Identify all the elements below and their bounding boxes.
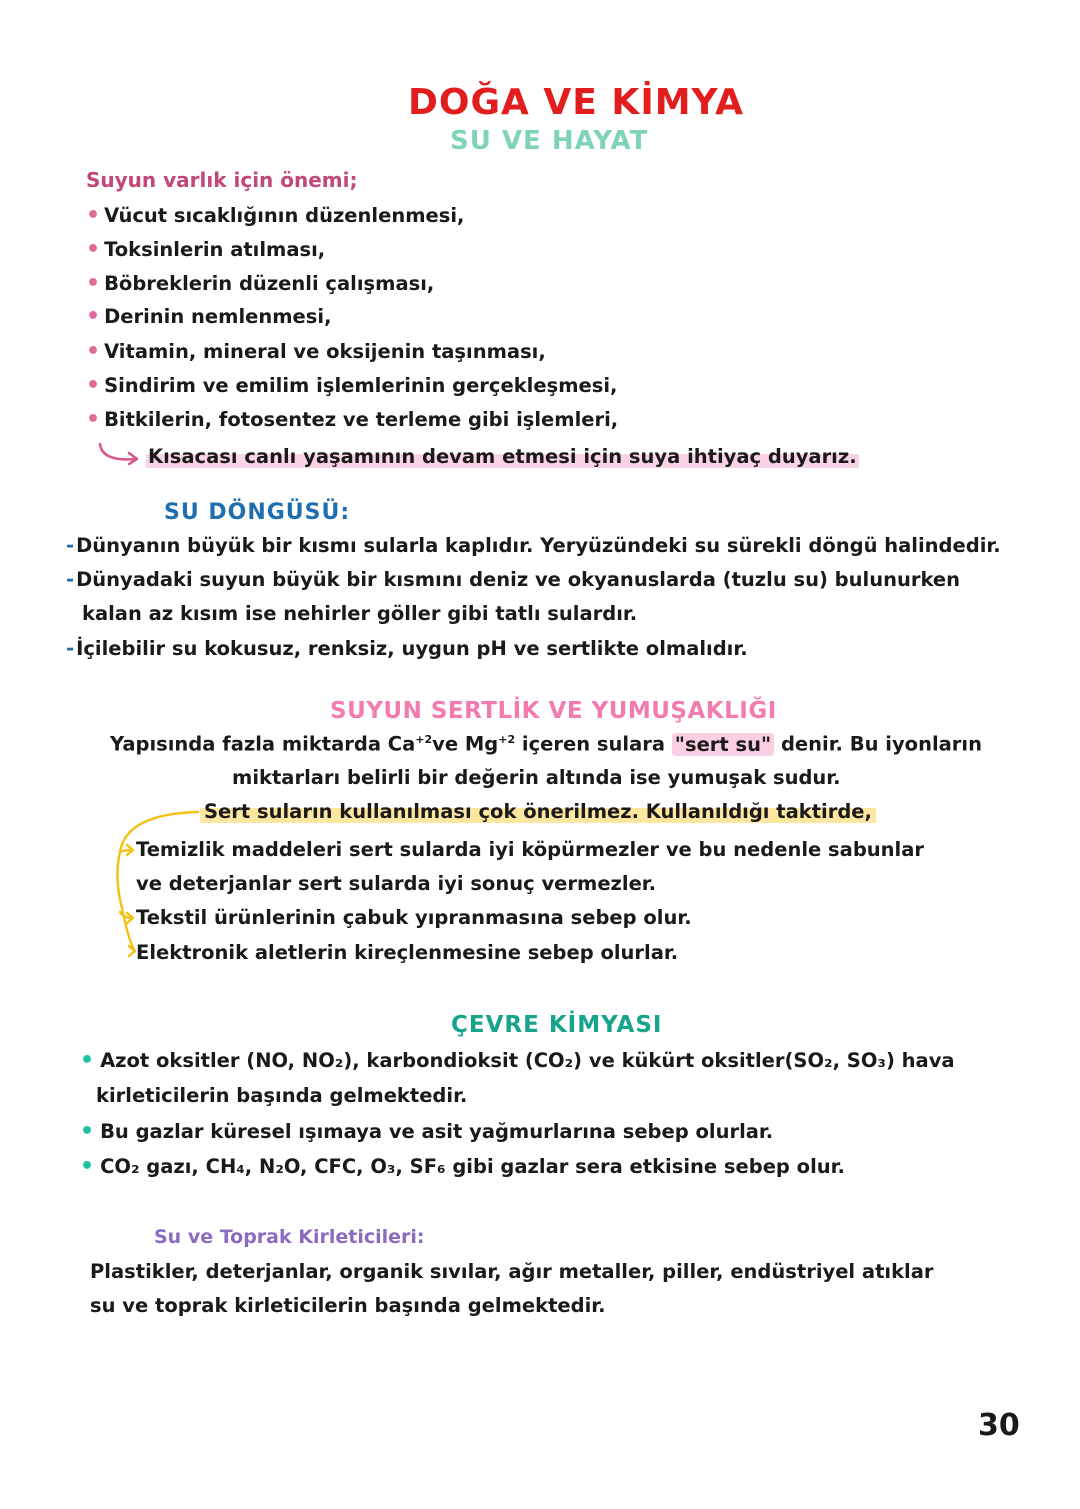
list-item: Tekstil ürünlerinin çabuk yıpranmasına sebep olur. <box>136 906 692 929</box>
list-item: • Böbreklerin düzenli çalışması, <box>86 271 435 296</box>
bullet-icon: • <box>86 373 101 398</box>
list-item: - Dünyanın büyük bir kısmı sularla kaplıdır. Yeryüzündeki su sürekli döngü halindedir. <box>66 534 1001 557</box>
water-cycle-heading: SU DÖNGÜSÜ: <box>164 500 351 525</box>
bullet-icon: • <box>86 203 101 228</box>
list-item-continuation: kirleticilerin başında gelmektedir. <box>96 1084 468 1107</box>
bullet-icon: • <box>86 304 101 329</box>
bullet-icon: • <box>80 1154 95 1179</box>
list-item: Temizlik maddeleri sert sularda iyi köpürmezler ve bu nedenle sabunlar <box>136 838 924 861</box>
bullet-icon: • <box>86 339 101 364</box>
list-item-continuation: kalan az kısım ise nehirler göller gibi tatlı sulardır. <box>82 602 638 625</box>
bullet-icon: • <box>86 271 101 296</box>
list-item: • Bitkilerin, fotosentez ve terleme gibi işlemleri, <box>86 407 619 432</box>
hardness-definition-line: Yapısında fazla miktarda $Ca^{+2}ve$ $Mg^{+2}$ içeren sulara "sert su" denir. Bu iyonların <box>110 732 982 756</box>
hardness-heading: SUYUN SERTLİK VE YUMUŞAKLIĞI <box>330 698 777 724</box>
list-item: - Dünyadaki suyun büyük bir kısmını deniz ve okyanuslarda (tuzlu su) bulunurken <box>66 568 961 591</box>
hardness-definition-line: miktarları belirli bir değerin altında ise yumuşak sudur. <box>232 766 841 789</box>
list-item: • Sindirim ve emilim işlemlerinin gerçekleşmesi, <box>86 373 618 398</box>
list-item-continuation: ve deterjanlar sert sularda iyi sonuç vermezler. <box>136 872 657 895</box>
water-importance-summary: Kısacası canlı yaşamının devam etmesi için suya ihtiyaç duyarız. <box>148 445 857 468</box>
list-item: • Azot oksitler (NO, NO₂), karbondioksit (CO₂) ve kükürt oksitler(SO₂, SO₃) hava <box>80 1048 955 1073</box>
bullet-icon: • <box>80 1119 95 1144</box>
page-number: 30 <box>978 1408 1020 1443</box>
list-item: - İçilebilir su kokusuz, renksiz, uygun pH ve sertlikte olmalıdır. <box>66 637 748 660</box>
hard-water-term: "sert su" <box>672 733 774 756</box>
bullet-icon: • <box>86 237 101 262</box>
list-item: • Vitamin, mineral ve oksijenin taşınması, <box>86 339 546 364</box>
pollutants-heading: Su ve Toprak Kirleticileri: <box>154 1226 425 1248</box>
pollutants-line: su ve toprak kirleticilerin başında gelmektedir. <box>90 1294 606 1317</box>
page-title: DOĞA VE KİMYA <box>408 82 745 123</box>
list-item: • Toksinlerin atılması, <box>86 237 326 262</box>
list-item: Elektronik aletlerin kireçlenmesine sebep olurlar. <box>136 941 679 964</box>
bullet-icon: • <box>86 407 101 432</box>
pollutants-line: Plastikler, deterjanlar, organik sıvılar, ağır metaller, piller, endüstriyel atıklar <box>90 1260 934 1283</box>
curved-arrow-icon <box>96 440 144 470</box>
water-importance-heading: Suyun varlık için önemi; <box>86 168 358 192</box>
environment-heading: ÇEVRE KİMYASI <box>451 1012 663 1038</box>
list-item: • CO₂ gazı, CH₄, N₂O, CFC, O₃, SF₆ gibi gazlar sera etkisine sebep olur. <box>80 1154 845 1179</box>
list-item: • Derinin nemlenmesi, <box>86 304 332 329</box>
list-item: • Vücut sıcaklığının düzenlenmesi, <box>86 203 465 228</box>
bullet-icon: • <box>80 1048 95 1073</box>
list-item: • Bu gazlar küresel ışımaya ve asit yağmurlarına sebep olurlar. <box>80 1119 774 1144</box>
page-subtitle: SU VE HAYAT <box>450 126 649 156</box>
hardness-warning: Sert suların kullanılması çok önerilmez. Kullanıldığı taktirde, <box>200 802 876 822</box>
